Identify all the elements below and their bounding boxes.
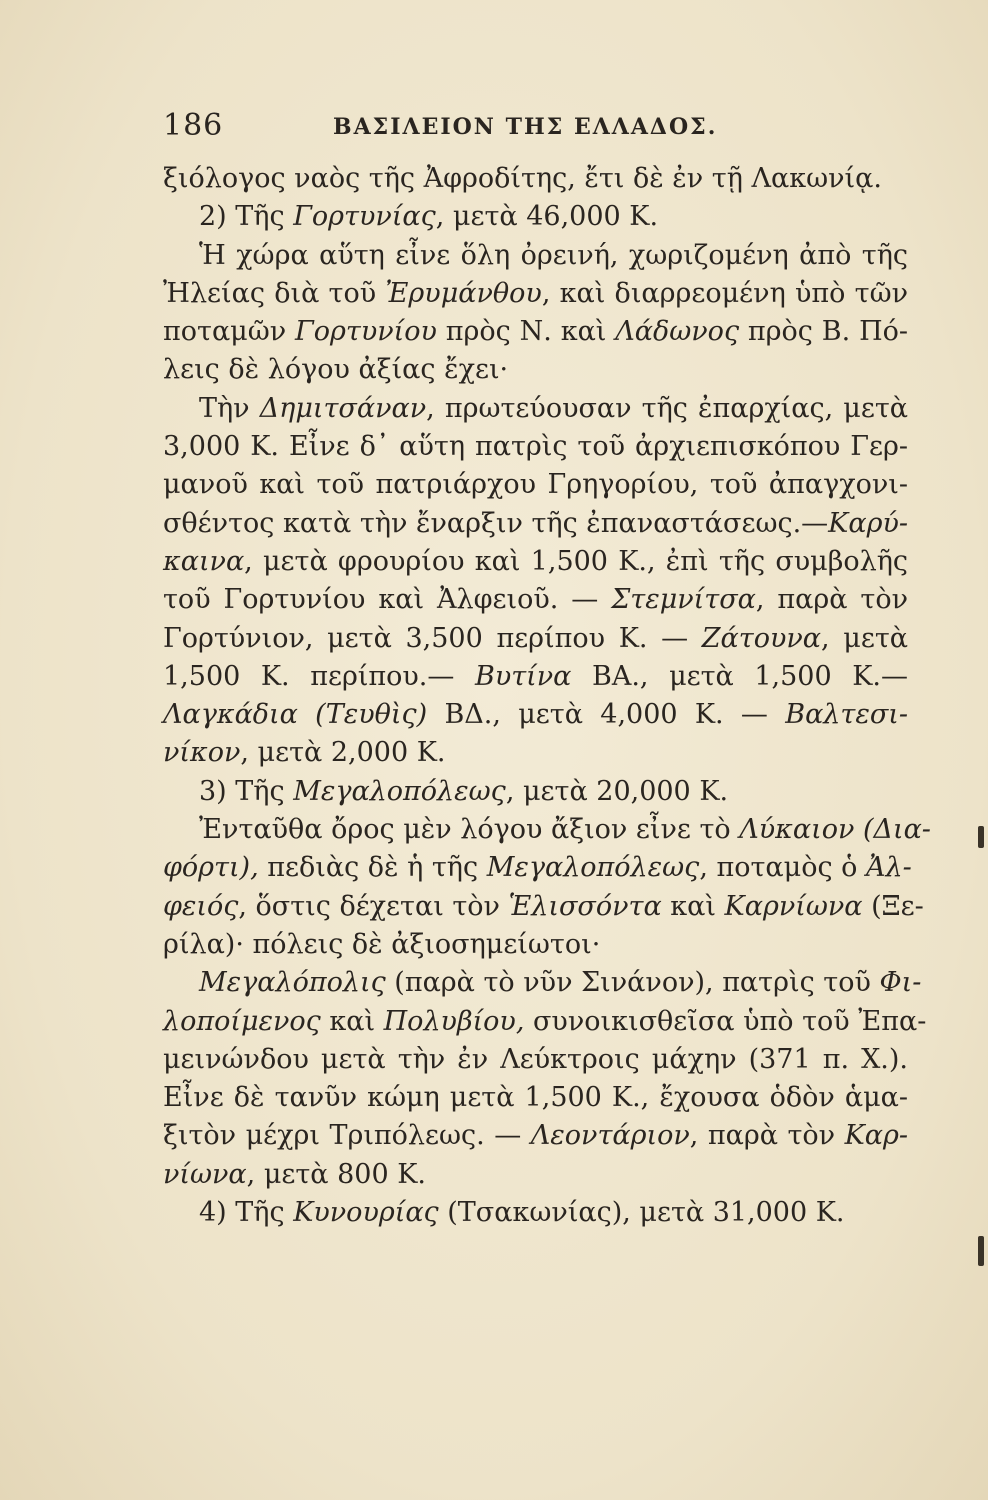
italic-text: Γορτυνίας <box>293 201 436 233</box>
text-line <box>163 390 908 428</box>
text-line <box>163 773 908 811</box>
italic-text: Καρνίωνα <box>724 890 863 922</box>
text-segment: Τὴν <box>199 392 260 424</box>
italic-text: φόρτι), <box>163 852 259 884</box>
text-segment: λεις δὲ λόγου ἀξίας ἔχει· <box>163 354 509 386</box>
text-segment: Γορτύνιον, μετὰ 3,500 περίπου Κ. — <box>163 622 702 654</box>
italic-text: Φι- <box>879 967 922 999</box>
text-line <box>163 734 908 772</box>
text-line <box>163 160 908 198</box>
italic-text: Λάδωνος <box>615 316 740 348</box>
text-line <box>163 275 908 313</box>
italic-text: φειός <box>163 890 239 922</box>
italic-text: Λαγκάδια (Τευθὶς) <box>163 699 428 731</box>
text-segment: Ἡ χώρα αὕτη εἶνε ὅλη ὀρεινή, χωριζομένη ἀπὸ τῆς <box>199 239 908 271</box>
text-line <box>163 351 908 389</box>
text-segment: ρίλα)· πόλεις δὲ ἀξιοσημείωτοι· <box>163 928 601 960</box>
text-segment: , μετὰ φρουρίου καὶ 1,500 Κ., ἐπὶ τῆς συμβολῆς <box>244 545 908 577</box>
text-segment: , πρωτεύουσαν τῆς ἐπαρχίας, μετὰ <box>426 392 908 424</box>
text-segment: , παρὰ τὸν <box>755 584 909 616</box>
text-segment: 1,500 Κ. περίπου.— <box>163 660 475 692</box>
text-line <box>163 1003 927 1041</box>
page-header <box>163 108 908 148</box>
text-segment: , μετὰ 800 Κ. <box>246 1158 426 1190</box>
italic-text: Μεγαλοπόλεως <box>293 775 506 807</box>
text-segment: ΒΑ., μετὰ 1,500 Κ.— <box>571 660 908 692</box>
text-segment: ξιτὸν μέχρι Τριπόλεως. — <box>163 1120 531 1152</box>
text-line <box>163 1194 908 1232</box>
page-edge-mark <box>978 826 984 848</box>
text-segment: , καὶ διαρρεομένη ὑπὸ τῶν <box>541 277 908 309</box>
text-segment: 2) Τῆς <box>199 201 294 233</box>
italic-text: Βαλτεσι- <box>785 699 908 731</box>
italic-text: λοποίμενος <box>163 1005 321 1037</box>
text-segment: μεινώνδου μετὰ τὴν ἐν Λεύκτροις μάχην (371 π. Χ.). <box>163 1043 908 1075</box>
text-segment: συνοικισθεῖσα ὑπὸ τοῦ Ἐπα- <box>524 1005 927 1037</box>
text-segment: 4) Τῆς <box>199 1197 294 1229</box>
text-line <box>163 466 908 504</box>
italic-text: νίωνα <box>163 1158 247 1190</box>
text-line <box>163 428 908 466</box>
italic-text: Λύκαιον (Δια- <box>739 814 931 846</box>
italic-text: Κυνουρίας <box>293 1197 439 1229</box>
text-line <box>163 581 908 619</box>
text-line <box>163 1156 908 1194</box>
text-line <box>163 964 922 1002</box>
italic-text: Καρύ- <box>828 507 908 539</box>
text-segment: ξιόλογος ναὸς τῆς Ἀφροδίτης, ἔτι δὲ ἐν τῇ Λακωνίᾳ. <box>163 163 882 194</box>
italic-text: Βυτίνα <box>474 660 572 692</box>
text-segment: , ποταμὸς ὁ <box>699 852 866 884</box>
italic-text: Καρ- <box>844 1120 908 1152</box>
text-segment: , παρὰ τὸν <box>689 1120 845 1152</box>
text-segment: 3) Τῆς <box>199 775 294 807</box>
text-segment: καὶ <box>320 1005 384 1037</box>
italic-text: Ἀλ- <box>866 852 912 884</box>
text-segment: , ὅστις δέχεται τὸν <box>238 890 509 922</box>
text-line <box>163 696 908 734</box>
text-line <box>163 543 908 581</box>
text-line <box>163 849 912 887</box>
italic-text: Ἐρυμάνθου <box>385 277 542 309</box>
text-segment: , μετὰ 20,000 Κ. <box>505 775 729 807</box>
text-line <box>163 1041 908 1079</box>
text-line <box>163 811 931 849</box>
text-line <box>163 1117 908 1155</box>
italic-text: Δημιτσάναν <box>259 392 427 424</box>
italic-text: Μεγαλοπόλεως <box>486 852 700 884</box>
text-line <box>163 658 908 696</box>
italic-text: Στεμνίτσα <box>611 584 756 616</box>
italic-text: Λεοντάριον <box>530 1120 690 1152</box>
text-segment: (Ξε- <box>862 890 924 922</box>
text-line <box>163 888 924 926</box>
text-segment: (Τσακωνίας), μετὰ 31,000 Κ. <box>438 1197 845 1229</box>
text-segment: καὶ <box>661 890 725 922</box>
text-line <box>163 313 908 351</box>
body-text <box>163 160 931 1232</box>
text-segment: , μετὰ 46,000 Κ. <box>435 201 659 233</box>
text-segment: , μετὰ <box>821 622 908 654</box>
text-line <box>163 198 908 236</box>
text-segment: ποταμῶν <box>163 316 296 348</box>
page-number: 186 <box>163 108 224 143</box>
text-segment: μανοῦ καὶ τοῦ πατριάρχου Γρηγορίου, τοῦ ἀπαγχονι- <box>163 469 908 501</box>
text-segment: πρὸς Ν. καὶ <box>436 316 616 348</box>
text-segment: (παρὰ τὸ νῦν Σινάνον), πατρὶς τοῦ <box>385 967 880 999</box>
text-segment: πρὸς Β. Πό- <box>739 316 908 348</box>
page-edge-mark <box>978 1236 984 1266</box>
text-line <box>163 505 908 543</box>
text-segment: σθέντος κατὰ τὴν ἔναρξιν τῆς ἐπαναστάσεως.— <box>163 507 829 539</box>
text-segment: 3,000 Κ. Εἶνε δ᾽ αὕτη πατρὶς τοῦ ἀρχιεπισκόπου Γερ- <box>163 431 908 463</box>
italic-text: Γορτυνίου <box>295 316 437 348</box>
italic-text: νίκον <box>163 737 241 769</box>
italic-text: Ζάτουνα <box>701 622 822 654</box>
text-segment: ΒΔ., μετὰ 4,000 Κ. — <box>427 699 786 731</box>
italic-text: Μεγαλόπολις <box>199 967 386 999</box>
italic-text: καινα <box>163 545 245 577</box>
text-segment: , μετὰ 2,000 Κ. <box>240 737 446 769</box>
text-line <box>163 237 908 275</box>
text-segment: Ἐνταῦθα ὄρος μὲν λόγου ἄξιον εἶνε τὸ <box>199 814 740 846</box>
text-line <box>163 620 908 658</box>
text-segment: Ἠλείας διὰ τοῦ <box>163 277 386 309</box>
text-segment: τοῦ Γορτυνίου καὶ Ἀλφειοῦ. — <box>163 584 612 616</box>
running-title: ΒΑΣΙΛΕΙΟΝ ΤΗΣ ΕΛΛΑΔΟΣ. <box>333 114 718 140</box>
text-segment: Εἶνε δὲ τανῦν κώμη μετὰ 1,500 Κ., ἔχουσα ὁδὸν ἁμα- <box>163 1082 908 1114</box>
italic-text: Ἑλισσόντα <box>508 890 662 922</box>
text-line <box>163 926 908 964</box>
text-line <box>163 1079 908 1117</box>
italic-text: Πολυβίου, <box>383 1005 525 1037</box>
text-segment: πεδιὰς δὲ ἡ τῆς <box>258 852 487 884</box>
